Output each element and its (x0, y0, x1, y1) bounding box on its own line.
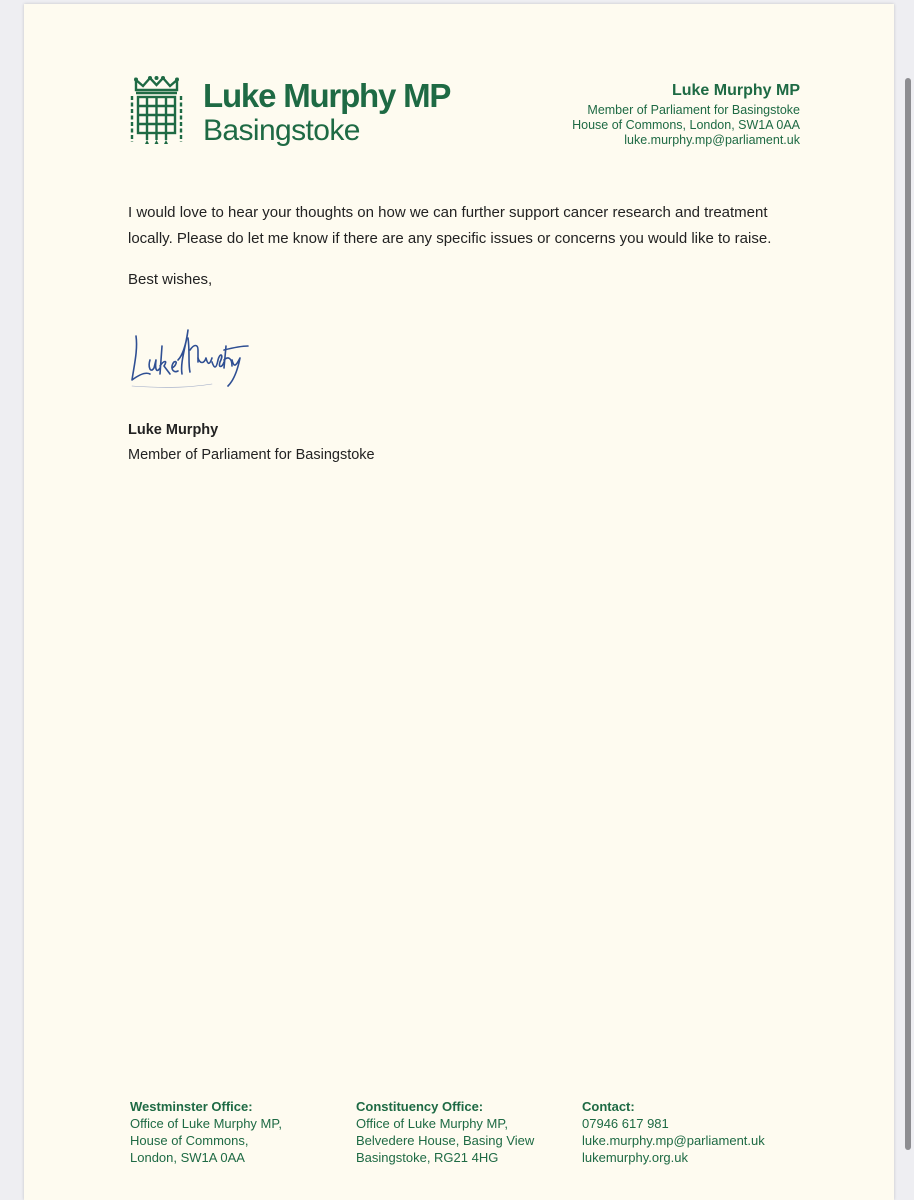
portcullis-icon (128, 76, 185, 146)
letterhead-address (572, 80, 800, 148)
footer-heading: Constituency Office: (356, 1099, 484, 1114)
footer-constituency-office (356, 1098, 534, 1166)
footer-heading: Westminster Office: (130, 1099, 253, 1114)
logo-name: Luke Murphy MP (203, 77, 451, 114)
footer-contact (582, 1098, 765, 1166)
footer-line: Office of Luke Murphy MP, (130, 1116, 282, 1131)
signature-image (128, 316, 250, 392)
footer-line: Office of Luke Murphy MP, (356, 1116, 508, 1131)
footer-email: luke.murphy.mp@parliament.uk (582, 1133, 765, 1148)
address-role: Member of Parliament for Basingstoke (587, 103, 800, 117)
signer-name: Luke Murphy (128, 422, 219, 438)
body-paragraph: I would love to hear your thoughts on how we can further support cancer research and treatment locally. Please do let me know if there are any specific issues or concerns you would like to raise. (128, 204, 772, 247)
letter-body (128, 200, 788, 252)
footer-line: London, SW1A 0AA (130, 1150, 245, 1165)
footer-westminster-office (130, 1098, 282, 1166)
letter-page (24, 4, 894, 1200)
address-location: House of Commons, London, SW1A 0AA (572, 118, 800, 132)
logo-constituency: Basingstoke (203, 114, 360, 147)
footer-website: lukemurphy.org.uk (582, 1150, 688, 1165)
signer-role: Member of Parliament for Basingstoke (128, 447, 375, 463)
address-name: Luke Murphy MP (671, 82, 800, 99)
address-email: luke.murphy.mp@parliament.uk (624, 133, 800, 147)
vertical-scrollbar[interactable] (905, 78, 911, 1150)
footer-heading: Contact: (582, 1099, 635, 1114)
footer-line: Belvedere House, Basing View (356, 1133, 535, 1148)
footer-line: House of Commons, (130, 1133, 249, 1148)
letterhead-logo (128, 76, 450, 148)
footer-phone: 07946 617 981 (582, 1116, 669, 1131)
closing: Best wishes, (128, 271, 213, 288)
footer-line: Basingstoke, RG21 4HG (356, 1150, 499, 1165)
